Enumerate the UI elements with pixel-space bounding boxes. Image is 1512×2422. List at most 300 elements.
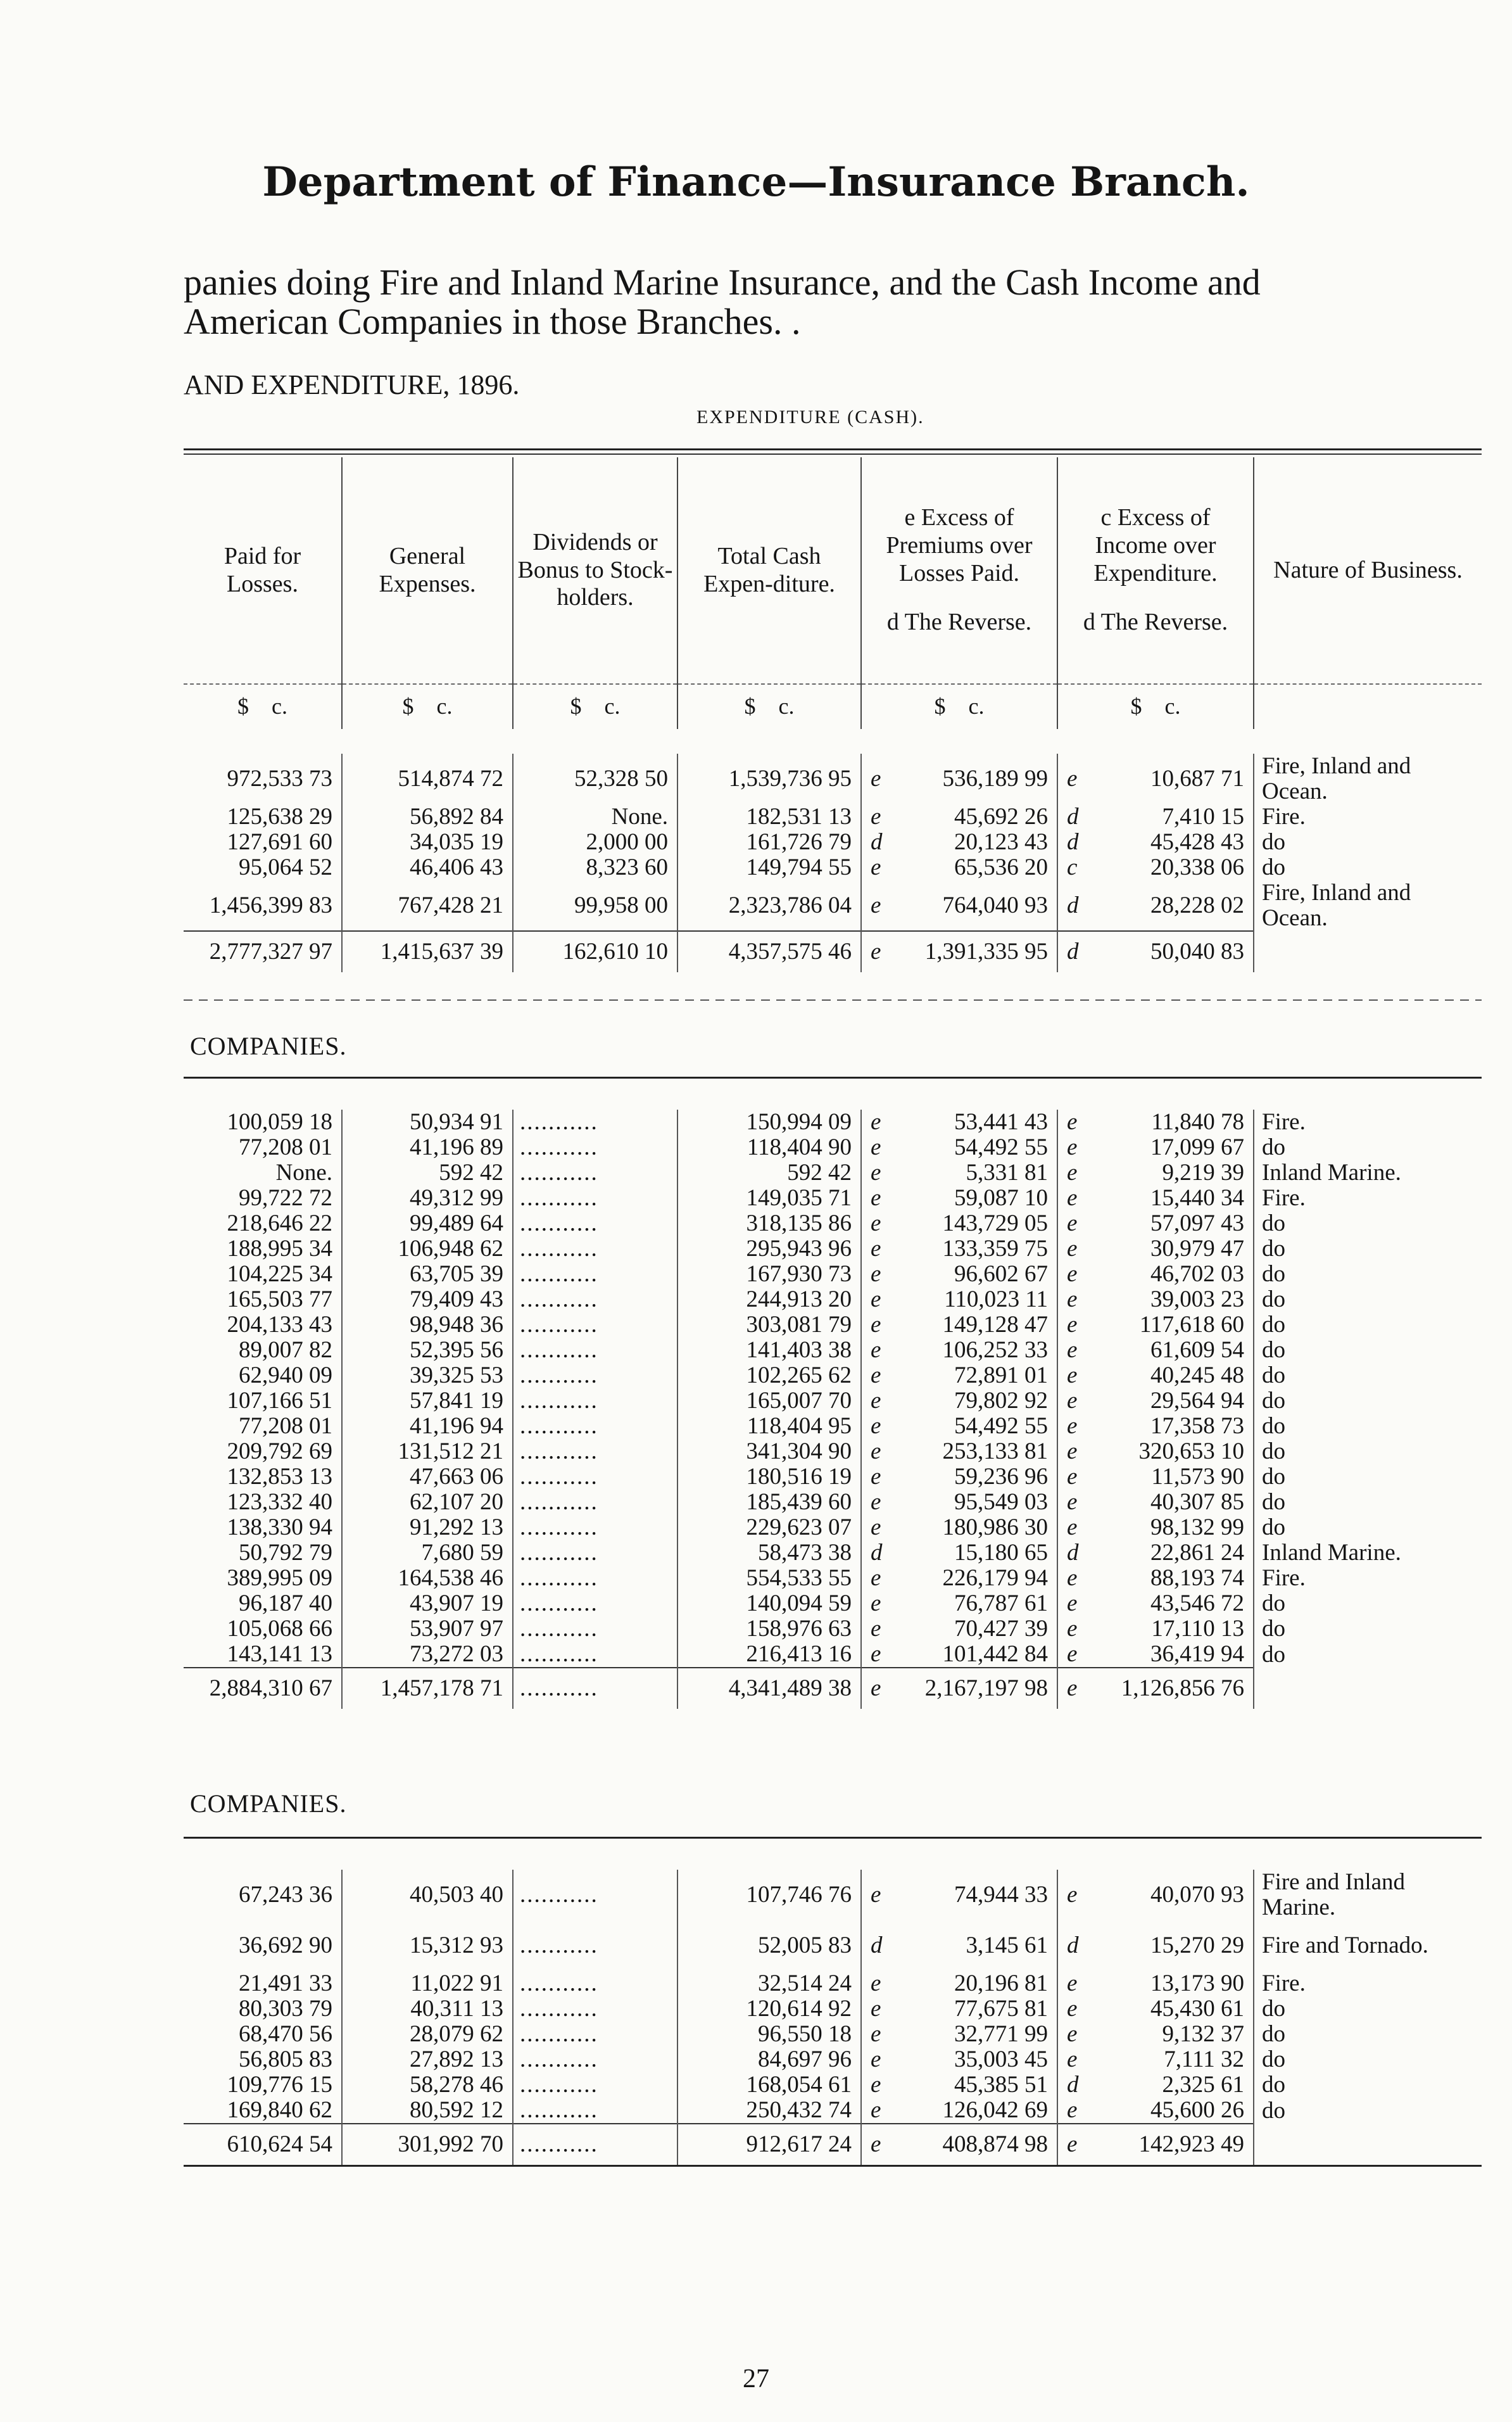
cell-general-expenses: 28,079 62 <box>342 2022 513 2047</box>
cell-paid-losses: 56,805 83 <box>239 2047 332 2072</box>
cell-total-cash: 141,403 38 <box>677 1338 861 1363</box>
cell-excess-income-indicator: e <box>1057 1642 1085 1668</box>
cell-total-cash: 229,623 07 <box>677 1515 861 1540</box>
total-row <box>184 1668 1482 1709</box>
cell-excess-income-indicator: e <box>1057 1668 1085 1709</box>
cell-excess-premiums-indicator: e <box>861 1414 889 1439</box>
cell-excess-income-indicator: e <box>1057 2022 1085 2047</box>
cell-excess-income: 20,338 06 <box>1150 855 1244 880</box>
cell-dividends: ........... <box>513 1591 677 1616</box>
cell-excess-income-indicator: e <box>1057 1490 1085 1515</box>
cell-excess-premiums-indicator: e <box>861 2098 889 2124</box>
cell-dividends: ........... <box>513 1566 677 1591</box>
cell-excess-premiums: 536,189 99 <box>942 766 1048 792</box>
cell-excess-income-indicator: e <box>1057 2098 1085 2124</box>
cell-excess-premiums-indicator: e <box>861 855 889 880</box>
cents-sign: c. <box>778 694 795 720</box>
block-1-dashed-rule <box>184 999 1482 1001</box>
rule-top-thin <box>184 453 1482 455</box>
table-row <box>184 1515 1482 1540</box>
header-nature: Nature of Business. <box>1254 457 1482 684</box>
cell-excess-premiums-indicator: e <box>861 1312 889 1338</box>
expenditure-heading: EXPENDITURE (CASH). <box>696 407 924 428</box>
cell-paid-losses: 1,456,399 83 <box>209 892 332 918</box>
cell-excess-premiums: 54,492 55 <box>954 1414 1048 1439</box>
cell-excess-premiums-indicator: e <box>861 880 889 931</box>
cell-excess-income-indicator: e <box>1057 1464 1085 1490</box>
cents-sign: c. <box>436 694 453 720</box>
page-number: 27 <box>743 2364 769 2393</box>
cell-paid-losses: 80,303 79 <box>239 1996 332 2022</box>
cell-excess-income: 15,440 34 <box>1150 1186 1244 1211</box>
cell-excess-income-indicator: e <box>1057 1110 1085 1135</box>
cell-excess-income-indicator: e <box>1057 2124 1085 2165</box>
cell-excess-premiums: 35,003 45 <box>954 2047 1048 2072</box>
cell-excess-premiums-indicator: e <box>861 2124 889 2165</box>
cell-dividends: ........... <box>513 2022 677 2047</box>
cell-excess-income: 2,325 61 <box>1162 2072 1244 2098</box>
section-3-rule <box>184 1837 1482 1839</box>
cell-nature: do <box>1254 1338 1482 1363</box>
cell-total-cash: 341,304 90 <box>677 1439 861 1464</box>
cell-nature: Inland Marine. <box>1254 1540 1482 1566</box>
cell-total-cash: 102,265 62 <box>677 1363 861 1388</box>
cell-excess-premiums-indicator: e <box>861 1996 889 2022</box>
table-row <box>184 1642 1482 1668</box>
cell-nature: Fire, Inland and Ocean. <box>1254 754 1482 804</box>
cell-paid-losses: 204,133 43 <box>227 1312 332 1338</box>
dollar-sign: $ <box>744 694 756 720</box>
cell-general-expenses: 164,538 46 <box>342 1566 513 1591</box>
cell-excess-income: 45,430 61 <box>1150 1996 1244 2022</box>
cell-general-expenses: 47,663 06 <box>342 1464 513 1490</box>
cell-total-cash: 554,533 55 <box>677 1566 861 1591</box>
table-row <box>184 1566 1482 1591</box>
cell-general-expenses: 301,992 70 <box>342 2124 513 2165</box>
cell-dividends: ........... <box>513 1616 677 1642</box>
cell-excess-premiums-indicator: d <box>861 830 889 855</box>
cell-excess-income-indicator: e <box>1057 754 1085 804</box>
cell-excess-premiums-indicator: e <box>861 1439 889 1464</box>
cell-dividends: ........... <box>513 1312 677 1338</box>
column-header-table <box>184 457 1482 729</box>
cell-paid-losses: 972,533 73 <box>227 766 332 792</box>
cell-excess-income-indicator: e <box>1057 1870 1085 1920</box>
cell-excess-premiums-indicator: e <box>861 1135 889 1160</box>
cell-paid-losses: 100,059 18 <box>227 1110 332 1135</box>
header-total-cash: Total Cash Expen-diture. <box>677 457 861 684</box>
rule-top <box>184 448 1482 450</box>
cell-general-expenses: 56,892 84 <box>342 804 513 830</box>
cell-general-expenses: 53,907 97 <box>342 1616 513 1642</box>
cell-general-expenses: 27,892 13 <box>342 2047 513 2072</box>
cell-total-cash: 4,357,575 46 <box>677 931 861 972</box>
cell-excess-premiums: 101,442 84 <box>942 1642 1048 1667</box>
cell-excess-premiums-indicator: e <box>861 2022 889 2047</box>
cell-total-cash: 250,432 74 <box>677 2098 861 2124</box>
cell-dividends: ........... <box>513 1287 677 1312</box>
cell-dividends: ........... <box>513 1414 677 1439</box>
table-row <box>184 1414 1482 1439</box>
cell-total-cash: 118,404 90 <box>677 1135 861 1160</box>
cell-excess-premiums: 20,123 43 <box>954 830 1048 855</box>
cents-sign: c. <box>604 694 621 720</box>
cell-excess-income-indicator: e <box>1057 1414 1085 1439</box>
cell-excess-income: 142,923 49 <box>1085 2124 1254 2165</box>
cell-dividends: ........... <box>513 1363 677 1388</box>
cell-excess-income-indicator: e <box>1057 1287 1085 1312</box>
cell-general-expenses: 57,841 19 <box>342 1388 513 1414</box>
cell-excess-premiums-indicator: d <box>861 1540 889 1566</box>
cell-nature: do <box>1254 1363 1482 1388</box>
cell-total-cash: 4,341,489 38 <box>677 1668 861 1709</box>
cell-total-cash: 158,976 63 <box>677 1616 861 1642</box>
cell-excess-premiums-indicator: e <box>861 1668 889 1709</box>
cell-excess-income-indicator: d <box>1057 804 1085 830</box>
cell-excess-income-indicator: e <box>1057 1971 1085 1996</box>
cell-paid-losses: 123,332 40 <box>227 1490 332 1515</box>
cell-paid-losses: 209,792 69 <box>227 1439 332 1464</box>
cell-nature: do <box>1254 2072 1482 2098</box>
cell-nature: do <box>1254 830 1482 855</box>
cell-paid-losses: 104,225 34 <box>227 1262 332 1287</box>
cell-excess-income-indicator: c <box>1057 855 1085 880</box>
cell-excess-premiums: 79,802 92 <box>954 1388 1048 1414</box>
cell-total-cash: 180,516 19 <box>677 1464 861 1490</box>
cell-paid-losses: 95,064 52 <box>239 855 332 880</box>
cell-general-expenses: 50,934 91 <box>342 1110 513 1135</box>
cell-paid-losses: 143,141 13 <box>227 1642 332 1667</box>
cell-total-cash: 149,035 71 <box>677 1186 861 1211</box>
cell-paid-losses: 77,208 01 <box>239 1414 332 1439</box>
cell-excess-premiums: 59,236 96 <box>954 1464 1048 1490</box>
cell-excess-premiums-indicator: e <box>861 754 889 804</box>
cell-excess-income: 13,173 90 <box>1150 1971 1244 1996</box>
cell-excess-income-indicator: e <box>1057 1363 1085 1388</box>
cell-nature: Fire. <box>1254 1110 1482 1135</box>
cell-general-expenses: 514,874 72 <box>342 754 513 804</box>
cell-general-expenses: 1,415,637 39 <box>342 931 513 972</box>
cell-excess-premiums-indicator: e <box>861 1566 889 1591</box>
cell-total-cash: 216,413 16 <box>677 1642 861 1668</box>
header-paid-losses: Paid for Losses. <box>224 542 301 597</box>
cell-dividends: ........... <box>513 1160 677 1186</box>
cell-excess-income-indicator: e <box>1057 1591 1085 1616</box>
units-paid <box>184 684 342 729</box>
dollar-sign: $ <box>237 694 249 720</box>
cell-dividends: ........... <box>513 1668 677 1709</box>
cell-excess-premiums: 72,891 01 <box>954 1363 1048 1388</box>
cell-dividends: ........... <box>513 1439 677 1464</box>
cell-excess-premiums: 74,944 33 <box>954 1882 1048 1908</box>
cell-nature: do <box>1254 1996 1482 2022</box>
cell-nature: do <box>1254 1262 1482 1287</box>
cell-excess-income-indicator: e <box>1057 1160 1085 1186</box>
cell-paid-losses: 218,646 22 <box>227 1211 332 1236</box>
cell-total-cash: 295,943 96 <box>677 1236 861 1262</box>
cell-excess-income-indicator: e <box>1057 1388 1085 1414</box>
header-general-expenses: General Expenses. <box>342 457 513 684</box>
cell-nature: Fire, Inland and Ocean. <box>1254 880 1482 931</box>
total-row <box>184 931 1482 972</box>
cell-excess-premiums: 143,729 05 <box>942 1211 1048 1236</box>
cell-general-expenses: 99,489 64 <box>342 1211 513 1236</box>
cell-excess-premiums: 15,180 65 <box>954 1540 1048 1566</box>
cell-nature: do <box>1254 1211 1482 1236</box>
table-row <box>184 855 1482 880</box>
cell-paid-losses: 188,995 34 <box>227 1236 332 1262</box>
cell-nature: do <box>1254 1287 1482 1312</box>
table-row <box>184 1363 1482 1388</box>
cell-excess-premiums: 253,133 81 <box>942 1439 1048 1464</box>
cell-dividends: ........... <box>513 1515 677 1540</box>
cell-general-expenses: 40,503 40 <box>342 1870 513 1920</box>
cell-excess-income-indicator: e <box>1057 1135 1085 1160</box>
cell-total-cash: 149,794 55 <box>677 855 861 880</box>
cell-excess-premiums-indicator: e <box>861 2072 889 2098</box>
cell-nature: do <box>1254 2098 1482 2124</box>
cents-sign: c. <box>968 694 985 720</box>
cell-total-cash: 912,617 24 <box>677 2124 861 2165</box>
cell-excess-premiums: 32,771 99 <box>954 2022 1048 2047</box>
table-row <box>184 1540 1482 1566</box>
cell-nature <box>1254 1668 1482 1709</box>
cell-excess-income: 45,600 26 <box>1150 2098 1244 2123</box>
table-row <box>184 1388 1482 1414</box>
table-row <box>184 1338 1482 1363</box>
section-2-rule <box>184 1077 1482 1079</box>
cell-excess-income: 40,245 48 <box>1150 1363 1244 1388</box>
cell-nature: do <box>1254 1135 1482 1160</box>
cell-excess-income: 57,097 43 <box>1150 1211 1244 1236</box>
table-row <box>184 1464 1482 1490</box>
cell-dividends: ........... <box>513 1464 677 1490</box>
total-row <box>184 2124 1482 2165</box>
cell-excess-premiums: 53,441 43 <box>954 1110 1048 1135</box>
header-excess-income-reverse: d The Reverse. <box>1083 609 1228 636</box>
cell-total-cash: 2,323,786 04 <box>677 880 861 931</box>
cell-excess-premiums: 54,492 55 <box>954 1135 1048 1160</box>
cell-excess-income-indicator: d <box>1057 880 1085 931</box>
table-row <box>184 1110 1482 1135</box>
cell-excess-income: 10,687 71 <box>1150 766 1244 792</box>
cell-dividends: ........... <box>513 1338 677 1363</box>
cell-excess-premiums: 45,692 26 <box>954 804 1048 830</box>
cell-general-expenses: 80,592 12 <box>342 2098 513 2124</box>
cell-general-expenses: 73,272 03 <box>342 1642 513 1668</box>
cell-total-cash: 318,135 86 <box>677 1211 861 1236</box>
cell-excess-income: 50,040 83 <box>1085 931 1254 972</box>
units-nature <box>1254 684 1482 729</box>
cell-paid-losses: 165,503 77 <box>227 1287 332 1312</box>
cell-excess-income: 1,126,856 76 <box>1085 1668 1254 1709</box>
cell-total-cash: 167,930 73 <box>677 1262 861 1287</box>
cell-total-cash: 182,531 13 <box>677 804 861 830</box>
cell-general-expenses: 63,705 39 <box>342 1262 513 1287</box>
table-row <box>184 1490 1482 1515</box>
block-2-body <box>184 1110 1482 1709</box>
table-row <box>184 2022 1482 2047</box>
cell-paid-losses: 169,840 62 <box>227 2098 332 2123</box>
cell-dividends: ........... <box>513 1110 677 1135</box>
table-row <box>184 1186 1482 1211</box>
cell-paid-losses: 109,776 15 <box>227 2072 332 2098</box>
cell-excess-premiums: 59,087 10 <box>954 1186 1048 1211</box>
cell-dividends: None. <box>513 804 677 830</box>
intro-line-2: American Companies in those Branches. . <box>184 301 801 342</box>
cell-general-expenses: 131,512 21 <box>342 1439 513 1464</box>
cell-total-cash: 244,913 20 <box>677 1287 861 1312</box>
cell-excess-premiums-indicator: e <box>861 2047 889 2072</box>
cell-excess-income: 36,419 94 <box>1150 1642 1244 1667</box>
cell-total-cash: 592 42 <box>677 1160 861 1186</box>
cell-dividends: ........... <box>513 1642 677 1668</box>
header-excess-income-label: c Excess of Income over Expenditure. <box>1093 504 1218 586</box>
cell-paid-losses: 96,187 40 <box>239 1591 332 1616</box>
cell-excess-premiums: 133,359 75 <box>942 1236 1048 1262</box>
cell-paid-losses: 77,208 01 <box>239 1135 332 1160</box>
cell-general-expenses: 11,022 91 <box>342 1971 513 1996</box>
cell-general-expenses: 52,395 56 <box>342 1338 513 1363</box>
cell-excess-premiums-indicator: e <box>861 1515 889 1540</box>
cell-nature: Fire. <box>1254 1566 1482 1591</box>
cell-paid-losses: None. <box>275 1160 332 1186</box>
cell-dividends: ........... <box>513 1870 677 1920</box>
cell-total-cash: 118,404 95 <box>677 1414 861 1439</box>
cell-total-cash: 161,726 79 <box>677 830 861 855</box>
cell-excess-premiums-indicator: e <box>861 1338 889 1363</box>
cell-dividends: ........... <box>513 1236 677 1262</box>
cell-dividends: ........... <box>513 1388 677 1414</box>
cell-excess-premiums-indicator: e <box>861 931 889 972</box>
cell-excess-income: 9,219 39 <box>1162 1160 1244 1186</box>
header-excess-premiums <box>861 457 1057 684</box>
cell-general-expenses: 592 42 <box>342 1160 513 1186</box>
cell-excess-income-indicator: e <box>1057 1439 1085 1464</box>
units-excess-income <box>1057 684 1254 729</box>
cell-total-cash: 185,439 60 <box>677 1490 861 1515</box>
cell-excess-income: 39,003 23 <box>1150 1287 1244 1312</box>
cell-excess-income: 30,979 47 <box>1150 1236 1244 1262</box>
cell-total-cash: 58,473 38 <box>677 1540 861 1566</box>
cell-excess-income: 17,358 73 <box>1150 1414 1244 1439</box>
cell-excess-premiums: 65,536 20 <box>954 855 1048 880</box>
intro-line-1: panies doing Fire and Inland Marine Insurance, and the Cash Income and <box>184 262 1261 303</box>
cell-nature: do <box>1254 1490 1482 1515</box>
table-row <box>184 754 1482 804</box>
table-row <box>184 1236 1482 1262</box>
cell-excess-income: 98,132 99 <box>1150 1515 1244 1540</box>
table-row <box>184 2047 1482 2072</box>
cell-total-cash: 165,007 70 <box>677 1388 861 1414</box>
cell-excess-income-indicator: d <box>1057 931 1085 972</box>
cell-paid-losses: 67,243 36 <box>239 1882 332 1908</box>
cents-sign: c. <box>1164 694 1181 720</box>
cell-excess-income-indicator: e <box>1057 1616 1085 1642</box>
cell-nature: Fire and Inland Marine. <box>1254 1870 1482 1920</box>
cell-excess-income-indicator: e <box>1057 1515 1085 1540</box>
block-3-table <box>184 1870 1482 2165</box>
cell-dividends: ........... <box>513 2098 677 2124</box>
cell-paid-losses: 138,330 94 <box>227 1515 332 1540</box>
cell-excess-premiums-indicator: d <box>861 1920 889 1971</box>
cell-paid-losses: 2,777,327 97 <box>184 931 342 972</box>
cell-excess-premiums: 1,391,335 95 <box>889 931 1057 972</box>
cell-total-cash: 120,614 92 <box>677 1996 861 2022</box>
cell-excess-premiums: 70,427 39 <box>954 1616 1048 1642</box>
subheading: AND EXPENDITURE, 1896. <box>184 369 520 400</box>
cell-excess-income: 117,618 60 <box>1139 1312 1244 1338</box>
cell-excess-income: 17,099 67 <box>1150 1135 1244 1160</box>
table-row <box>184 1996 1482 2022</box>
cell-nature: do <box>1254 1414 1482 1439</box>
cell-total-cash: 32,514 24 <box>677 1971 861 1996</box>
cell-excess-premiums-indicator: e <box>861 1464 889 1490</box>
cell-paid-losses: 105,068 66 <box>227 1616 332 1642</box>
cell-paid-losses: 68,470 56 <box>239 2022 332 2047</box>
cell-excess-premiums-indicator: e <box>861 1870 889 1920</box>
cell-excess-income: 7,111 32 <box>1164 2047 1244 2072</box>
table-row <box>184 1920 1482 1971</box>
cell-excess-premiums: 226,179 94 <box>942 1566 1048 1591</box>
cell-dividends: ........... <box>513 1211 677 1236</box>
cents-sign: c. <box>272 694 287 720</box>
cell-general-expenses: 1,457,178 71 <box>342 1668 513 1709</box>
cell-excess-income-indicator: d <box>1057 1920 1085 1971</box>
cell-excess-premiums: 5,331 81 <box>966 1160 1048 1186</box>
cell-paid-losses: 50,792 79 <box>239 1540 332 1566</box>
header-excess-premiums-label: e Excess of Premiums over Losses Paid. <box>886 504 1033 586</box>
cell-excess-premiums: 20,196 81 <box>954 1971 1048 1996</box>
cell-total-cash: 107,746 76 <box>677 1870 861 1920</box>
cell-nature: Inland Marine. <box>1254 1160 1482 1186</box>
cell-dividends: 52,328 50 <box>513 754 677 804</box>
cell-nature: Fire and Tornado. <box>1254 1920 1482 1971</box>
rule-bottom <box>184 2165 1482 2167</box>
section-2-title: COMPANIES. <box>190 1032 347 1060</box>
table-row <box>184 804 1482 830</box>
cell-paid-losses: 389,995 09 <box>227 1566 332 1591</box>
cell-excess-premiums-indicator: e <box>861 1160 889 1186</box>
cell-excess-income-indicator: e <box>1057 1996 1085 2022</box>
table-row <box>184 1591 1482 1616</box>
cell-excess-income: 320,653 10 <box>1138 1439 1244 1464</box>
table-row <box>184 830 1482 855</box>
cell-nature <box>1254 931 1482 972</box>
cell-nature: Fire. <box>1254 804 1482 830</box>
block-1-body <box>184 754 1482 972</box>
cell-paid-losses: 610,624 54 <box>184 2124 342 2165</box>
cell-excess-income: 15,270 29 <box>1150 1932 1244 1958</box>
header-dividends: Dividends or Bonus to Stock-holders. <box>513 457 677 684</box>
table-row <box>184 1312 1482 1338</box>
cell-general-expenses: 106,948 62 <box>342 1236 513 1262</box>
cell-excess-premiums: 77,675 81 <box>954 1996 1048 2022</box>
cell-dividends: ........... <box>513 2047 677 2072</box>
cell-dividends: 8,323 60 <box>513 855 677 880</box>
cell-total-cash: 52,005 83 <box>677 1920 861 1971</box>
dollar-sign: $ <box>1130 694 1142 720</box>
table-row <box>184 2098 1482 2124</box>
cell-paid-losses: 99,722 72 <box>239 1186 332 1211</box>
units-general <box>342 684 513 729</box>
cell-nature: do <box>1254 1464 1482 1490</box>
cell-excess-income: 61,609 54 <box>1150 1338 1244 1363</box>
cell-nature <box>1254 2124 1482 2165</box>
page-title: Department of Finance—Insurance Branch. <box>262 158 1250 206</box>
cell-nature: do <box>1254 1616 1482 1642</box>
cell-general-expenses: 15,312 93 <box>342 1920 513 1971</box>
